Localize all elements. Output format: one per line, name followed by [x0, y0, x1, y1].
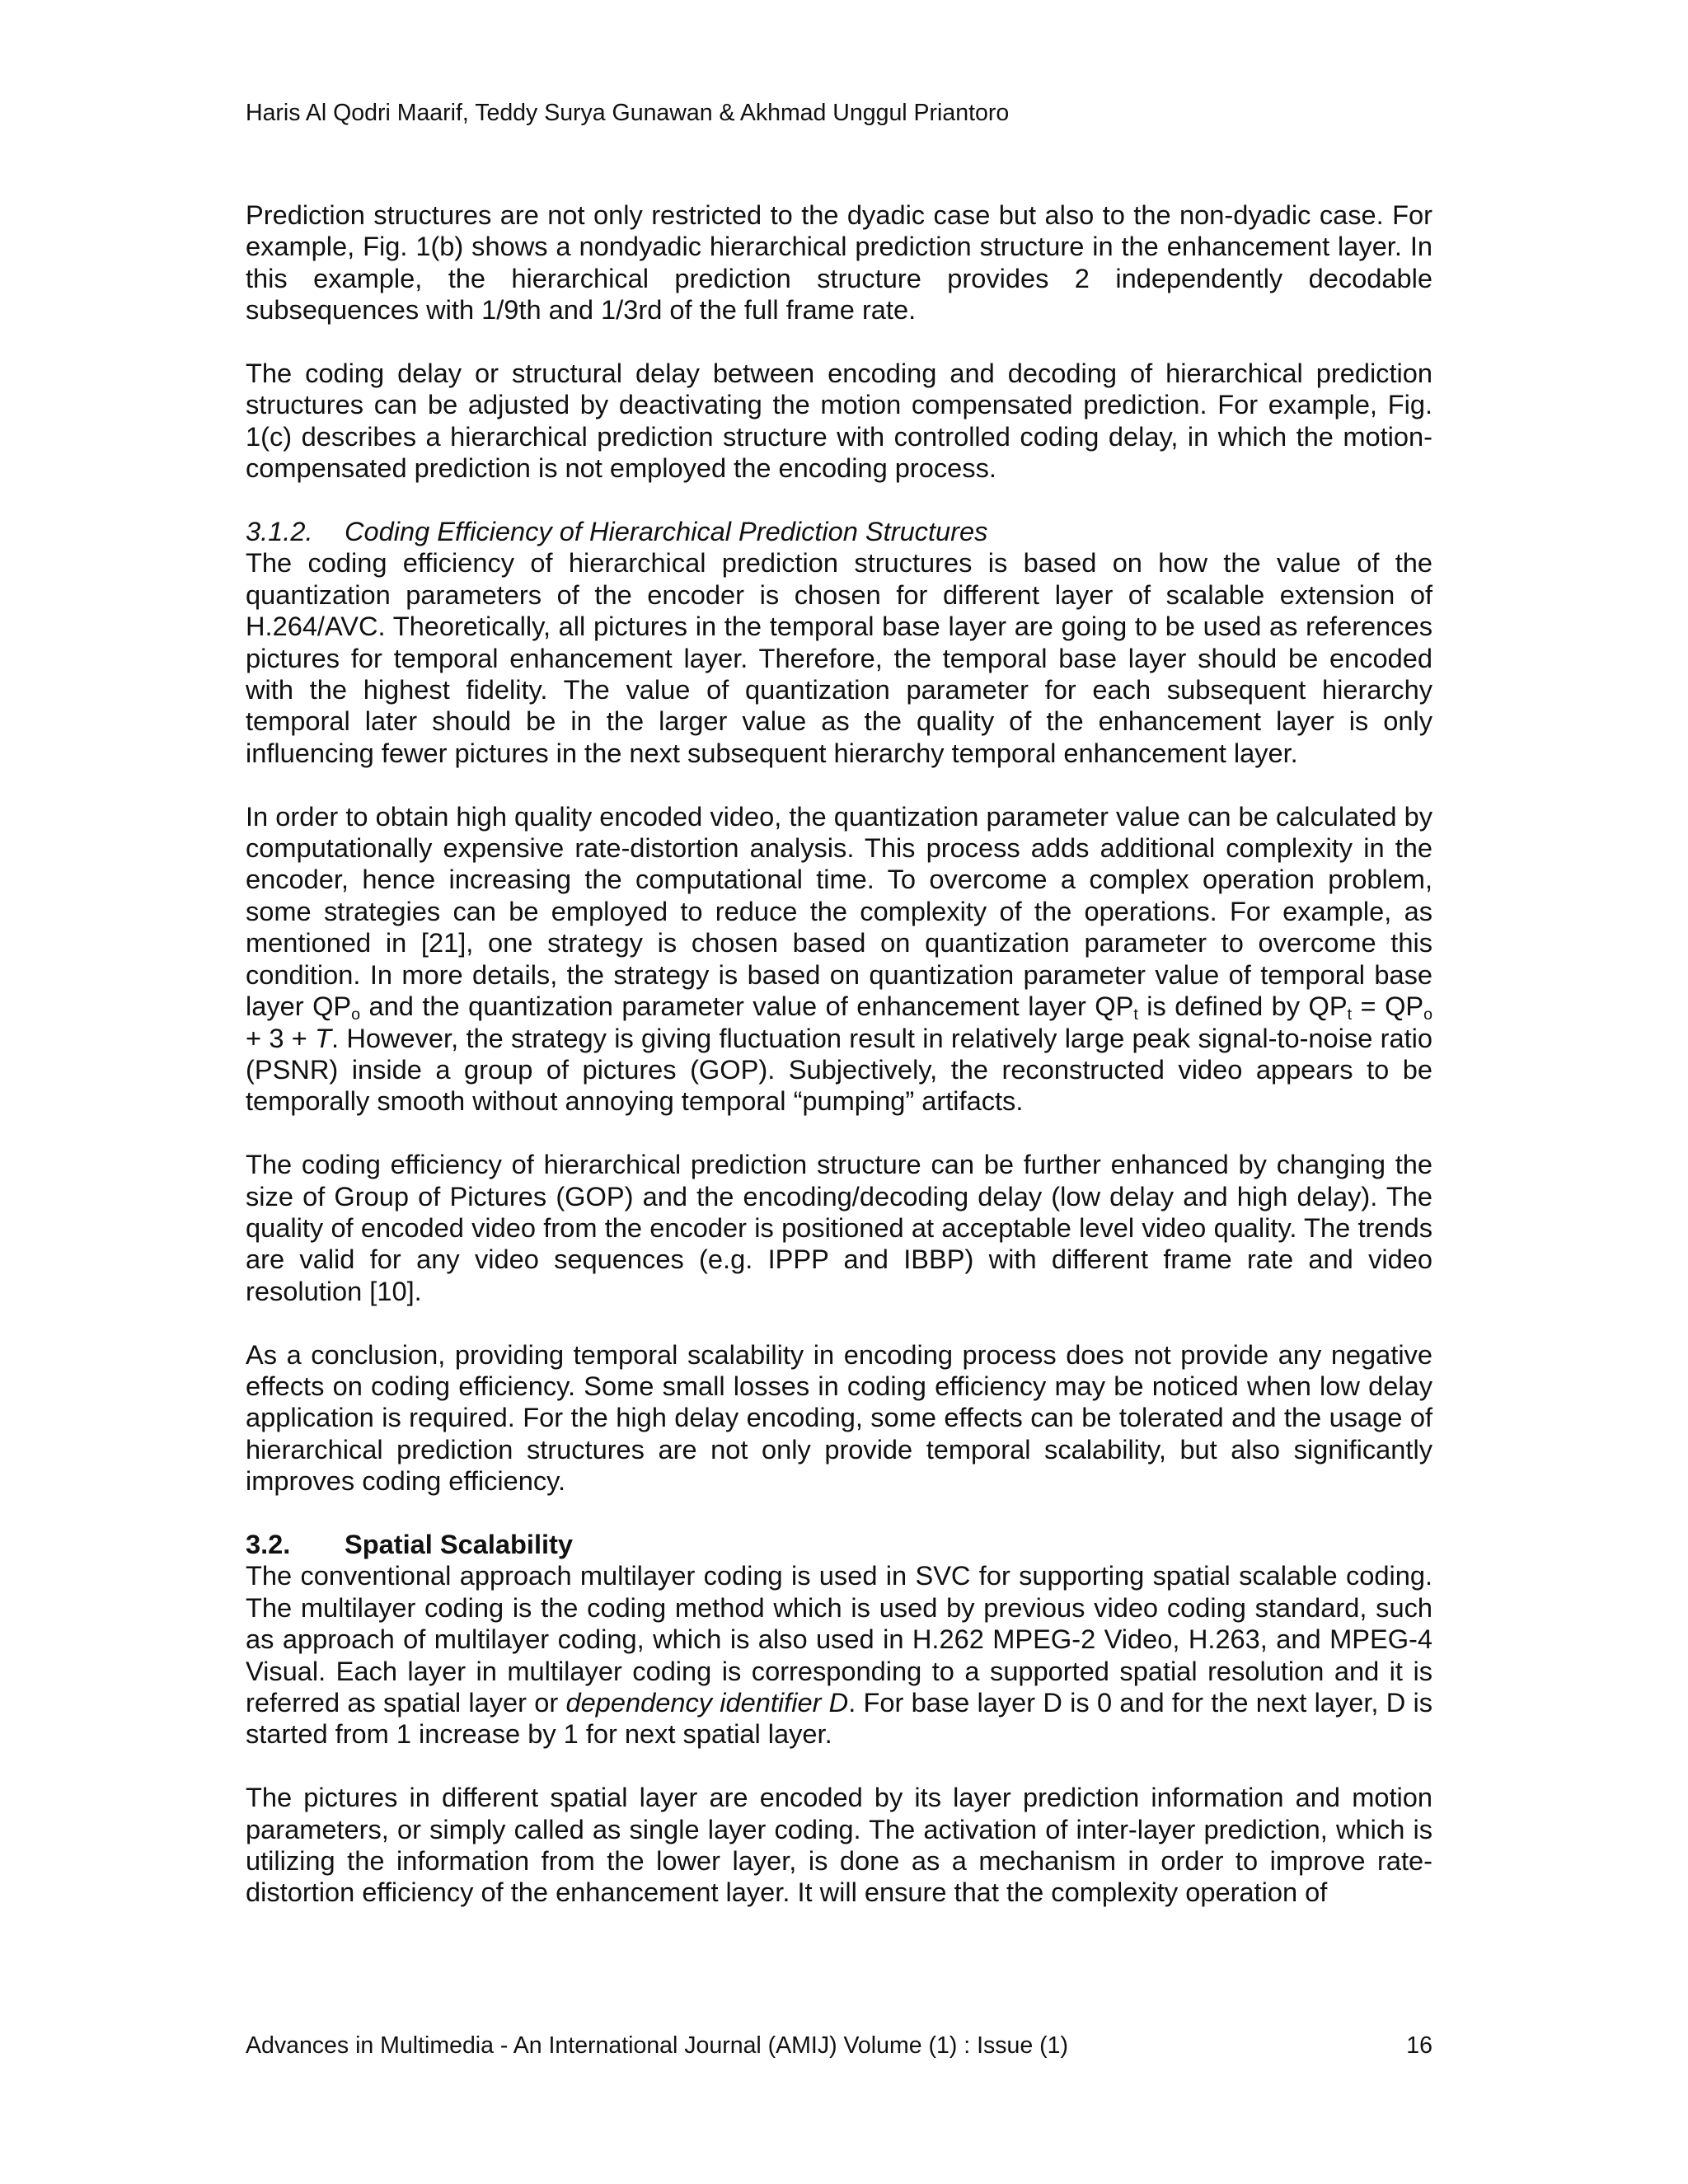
text-segment: and the quantization parameter value of enhancement layer QP — [360, 991, 1134, 1022]
subscript: o — [1423, 1005, 1433, 1024]
paragraph-gop-size: The coding efficiency of hierarchical prediction structure can be further enhanced by changing the size of Group of Pictures (GOP) and the encoding/decoding delay (low delay and high delay). The quality of encoded video from the encoder is positioned at acceptable level video quality. The trends are valid for any video sequences (e.g. IPPP and IBBP) with different frame rate and video resolution [10]. — [246, 1149, 1432, 1306]
section-number: 3.2. — [246, 1528, 291, 1559]
subsection-heading — [246, 516, 1432, 547]
paragraph-coding-efficiency: The coding efficiency of hierarchical prediction structures is based on how the value of the quantization parameters of the encoder is chosen for different layer of scalable extension of H.264/AVC. Theoretically, all pictures in the temporal base layer are going to be used as references pictures for temporal enhancement layer. Therefore, the temporal base layer should be encoded with the highest fidelity. The value of quantization parameter for each subsequent hierarchy temporal later should be in the larger value as the quality of the enhancement layer is only influencing fewer pictures in the next subsequent hierarchy temporal enhancement layer. — [246, 547, 1432, 768]
text-segment: The conventional approach multilayer coding is used in SVC for supporting spatial scalable coding. The multilayer coding is the coding method which is used by previous video coding standard, such as approach of multilayer coding, which is also used in H.262 MPEG-2 Video, H.263, and MPEG-4 Visual. Each layer in multilayer coding is corresponding to a supported spatial resolution and it is referred as spatial layer or — [246, 1560, 1432, 1718]
subscript: t — [1347, 1005, 1353, 1024]
section-title: Spatial Scalability — [345, 1528, 574, 1559]
text-segment: = QP — [1352, 991, 1424, 1022]
subscript: o — [351, 1005, 361, 1024]
section-heading — [246, 1529, 1432, 1560]
text-segment: . For base layer D is 0 and for the next layer, D is started from 1 increase by 1 for next spatial layer. — [246, 1687, 1432, 1750]
paragraph-quantization — [246, 801, 1432, 1118]
subsection-title: Coding Efficiency of Hierarchical Prediction Structures — [345, 516, 988, 547]
text-segment: + 3 + — [246, 1022, 316, 1053]
paragraph-spatial-intro — [246, 1560, 1432, 1750]
paragraph-nondyadic: Prediction structures are not only restricted to the dyadic case but also to the non-dyadic case. For example, Fig. 1(b) shows a nondyadic hierarchical prediction structure in the enhancement layer. In this example, the hierarchical prediction structure provides 2 independently decodable subsequences with 1/9th and 1/3rd of the full frame rate. — [246, 199, 1432, 326]
variable-t: T — [315, 1022, 331, 1053]
paragraph-conclusion: As a conclusion, providing temporal scalability in encoding process does not provide any negative effects on coding efficiency. Some small losses in coding efficiency may be noticed when low delay application is required. For the high delay encoding, some effects can be tolerated and the usage of hierarchical prediction structures are not only provide temporal scalability, but also significantly improves coding efficiency. — [246, 1338, 1432, 1497]
subsection-number: 3.1.2. — [246, 516, 313, 547]
text-segment: . However, the strategy is giving fluctuation result in relatively large peak signal-to-noise ratio (PSNR) inside a group of pictures (GOP). Subjectively, the reconstructed video appears to be temporally smooth without annoying temporal “pumping” artifacts. — [246, 1022, 1432, 1117]
page-footer — [246, 2030, 1432, 2061]
page-number: 16 — [1406, 2032, 1432, 2059]
running-header: Haris Al Qodri Maarif, Teddy Surya Gunawan & Akhmad Unggul Priantoro — [246, 100, 1010, 126]
italic-term: dependency identifier D — [565, 1687, 849, 1718]
page-body — [246, 199, 1432, 1909]
journal-citation: Advances in Multimedia - An International Journal (AMIJ) Volume (1) : Issue (1) — [246, 2032, 1068, 2059]
paragraph-coding-delay: The coding delay or structural delay between encoding and decoding of hierarchical prediction structures can be adjusted by deactivating the motion compensated prediction. For example, Fig. 1(c) describes a hierarchical prediction structure with controlled coding delay, in which the motion-compensated prediction is not employed the encoding process. — [246, 358, 1432, 484]
subscript: t — [1133, 1005, 1138, 1024]
text-segment: is defined by QP — [1137, 991, 1348, 1022]
paragraph-inter-layer: The pictures in different spatial layer are encoded by its layer prediction information and motion parameters, or simply called as single layer coding. The activation of inter-layer prediction, which is utilizing the information from the lower layer, is done as a mechanism in order to improve rate-distortion efficiency of the enhancement layer. It will ensure that the complexity operation of — [246, 1782, 1432, 1908]
text-segment: In order to obtain high quality encoded video, the quantization parameter value can be calculated by computationally expensive rate-distortion analysis. This process adds additional complexity in the encoder, hence increasing the computational time. To overcome a complex operation problem, some strategies can be employed to reduce the complexity of the operations. For example, as mentioned in [21], one strategy is chosen based on quantization parameter to overcome this condition. In more details, the strategy is based on quantization parameter value of temporal base layer QP — [246, 800, 1432, 1022]
